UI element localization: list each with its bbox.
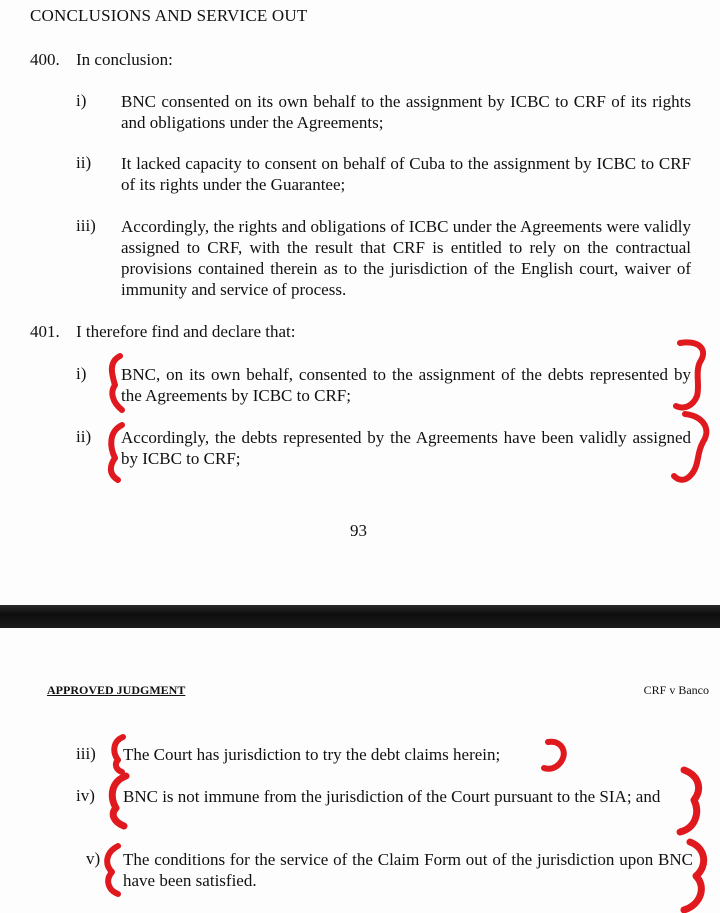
declaration-item-label: v): [86, 849, 101, 868]
para-400-item-label: ii): [76, 153, 92, 172]
declaration-item-label: iv): [76, 786, 95, 805]
declaration-item-text: The Court has jurisdiction to try the debt claims herein;: [123, 745, 501, 764]
page-number: 93: [350, 521, 367, 540]
section-heading: CONCLUSIONS AND SERVICE OUT: [30, 6, 308, 25]
para-400-item-text: It lacked capacity to consent on behalf of Cuba to the assignment by ICBC to CRF of its rights under the Guarantee;: [121, 154, 691, 194]
para-400-item-text: BNC consented on its own behalf to the assignment by ICBC to CRF of its rights and obligations under the Agreements;: [121, 92, 691, 132]
declaration-item-text: The conditions for the service of the Claim Form out of the jurisdiction upon BNC have been satisfied.: [123, 850, 693, 890]
page-break-divider: [0, 605, 720, 628]
declaration-item-text: BNC is not immune from the jurisdiction of the Court pursuant to the SIA; and: [123, 787, 661, 806]
para-401-number: 401.: [30, 322, 60, 341]
para-400-item-label: iii): [76, 216, 96, 235]
approved-judgment-header: APPROVED JUDGMENT: [47, 683, 186, 697]
para-401-intro: I therefore find and declare that:: [76, 322, 296, 341]
para-400-item-label: i): [76, 91, 87, 110]
declaration-item-label: iii): [76, 744, 96, 763]
para-400-intro: In conclusion:: [76, 50, 173, 69]
para-400-item-text: Accordingly, the rights and obligations of ICBC under the Agreements were validly assigned to CRF, with the result that CRF is entitled to rely on the contractual provisions contained therein as to the jurisdiction of the English court, waiver of immunity and service of process.: [121, 217, 691, 299]
para-401-item-text: Accordingly, the debts represented by the Agreements have been validly assigned by ICBC to CRF;: [121, 428, 691, 468]
case-name-header: CRF v Banco: [643, 683, 709, 697]
para-400-number: 400.: [30, 50, 60, 69]
para-401-item-text: BNC, on its own behalf, consented to the assignment of the debts represented by the Agreements by ICBC to CRF;: [121, 365, 691, 405]
para-401-item-label: ii): [76, 427, 92, 446]
para-401-item-label: i): [76, 364, 87, 383]
